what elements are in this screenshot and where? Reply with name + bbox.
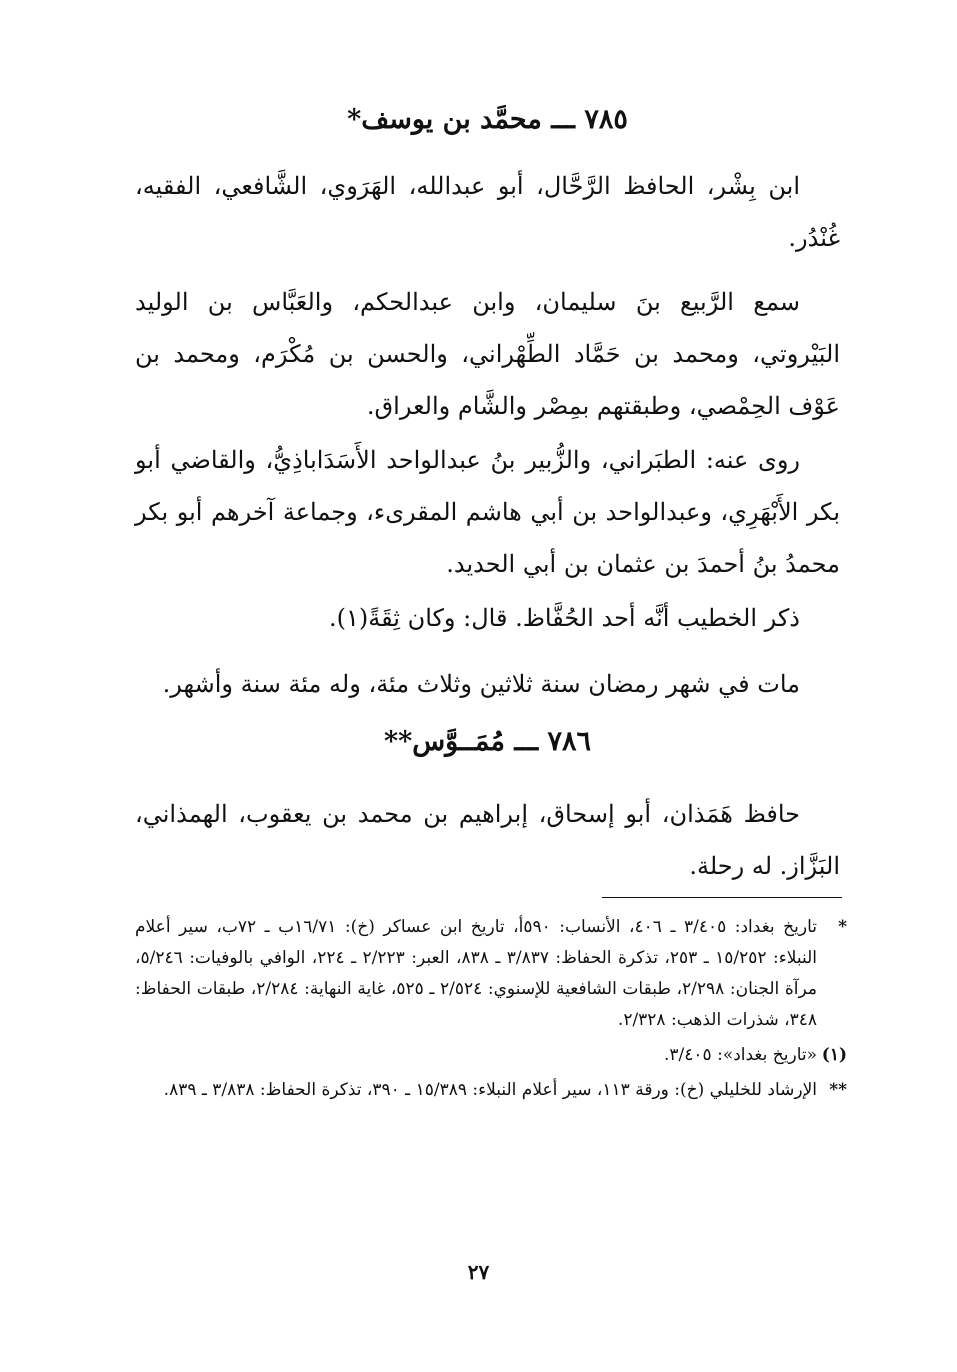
footnote-text: الإرشاد للخليلي (خ): ورقة ١١٣، سير أعلام النبلاء: ١٥/٣٨٩ ـ ٣٩٠، تذكرة الحفاظ: ٣/٨٣٨ ـ ٨٣٩. <box>163 1080 817 1100</box>
entry-786-name-paragraph: حافظ هَمَذان، أبو إسحاق، إبراهيم بن محمد بن يعقوب، الهمذاني، البَزَّاز. له رحلة. <box>135 800 840 880</box>
footnote-mark: (١) <box>821 1045 847 1065</box>
entry-title-785: ٧٨٥ ـــ محمَّد بن يوسف* <box>347 104 628 135</box>
footnote-text: تاريخ بغداد: ٣/٤٠٥ ـ ٤٠٦، الأنساب: ٥٩٠أ، تاريخ ابن عساكر (خ): ١٦/٧١ب ـ ٧٢ب، سير أعلام النبلاء: ١٥/٢٥٢ ـ ٢٥٣، تذكرة الحفاظ: ٣/٨٣٧ ـ ٨٣٨، العبر: ٢/٢٢٣ ـ ٢٢٤، الوافي بالوفيات: ٥/٢٤٦، مرآة الجنان: ٢/٢٩٨، طبقات الشافعية للإسنوي: ٢/٥٢٤ ـ ٥٢٥، غاية النهاية: ٢/٢٨٤، طبقات الحفاظ: ٣٤٨، شذرات الذهب: ٢/٣٢٨. <box>135 917 817 1030</box>
entry-785-name-paragraph: ابن بِشْر، الحافظ الرَّحَّال، أبو عبدالله، الهَرَوي، الشَّافعي، الفقيه، غُنْدُر. <box>135 172 840 252</box>
footnotes <box>135 912 847 1106</box>
entry-785-death-paragraph: مات في شهر رمضان سنة ثلاثين وثلاث مئة، وله مئة سنة وأشهر. <box>162 670 800 698</box>
footnote-mark: ** <box>829 1080 847 1100</box>
footnote-text: «تاريخ بغداد»: ٣/٤٠٥. <box>664 1045 817 1065</box>
footnote-1 <box>135 1040 847 1071</box>
page-number: ٢٧ <box>467 1260 490 1284</box>
entry-785-students-paragraph: روى عنه: الطبَراني، والزُّبير بنُ عبدالواحد الأَسَدَاباذِيُّ، والقاضي أبو بكر الأَبْهَرِي، وعبدالواحد بن أبي هاشم المقرىء، وجماعة آخرهم أبو بكر محمدُ بنُ أحمدَ بن عثمان بن أبي الحديد. <box>135 446 840 578</box>
entry-title-786: ٧٨٦ ـــ مُمَــوَّس** <box>383 726 592 757</box>
entry-785-reliability-paragraph: ذكر الخطيب أنَّه أحد الحُفَّاظ. قال: وكان ثِقَةً(١). <box>329 604 800 632</box>
footnote-sources-786 <box>135 1075 847 1106</box>
footnote-separator <box>602 897 842 898</box>
entry-785-teachers-paragraph: سمع الرَّبيع بنَ سليمان، وابن عبدالحكم، والعَبَّاس بن الوليد البَيْروتي، ومحمد بن حَمَّاد الطِّهْراني، والحسن بن مُكْرَم، ومحمد بن عَوْف الحِمْصي، وطبقتهم بمِصْر والشَّام والعراق. <box>135 288 840 420</box>
footnote-mark: * <box>838 917 847 937</box>
footnote-sources-785 <box>135 912 847 1036</box>
